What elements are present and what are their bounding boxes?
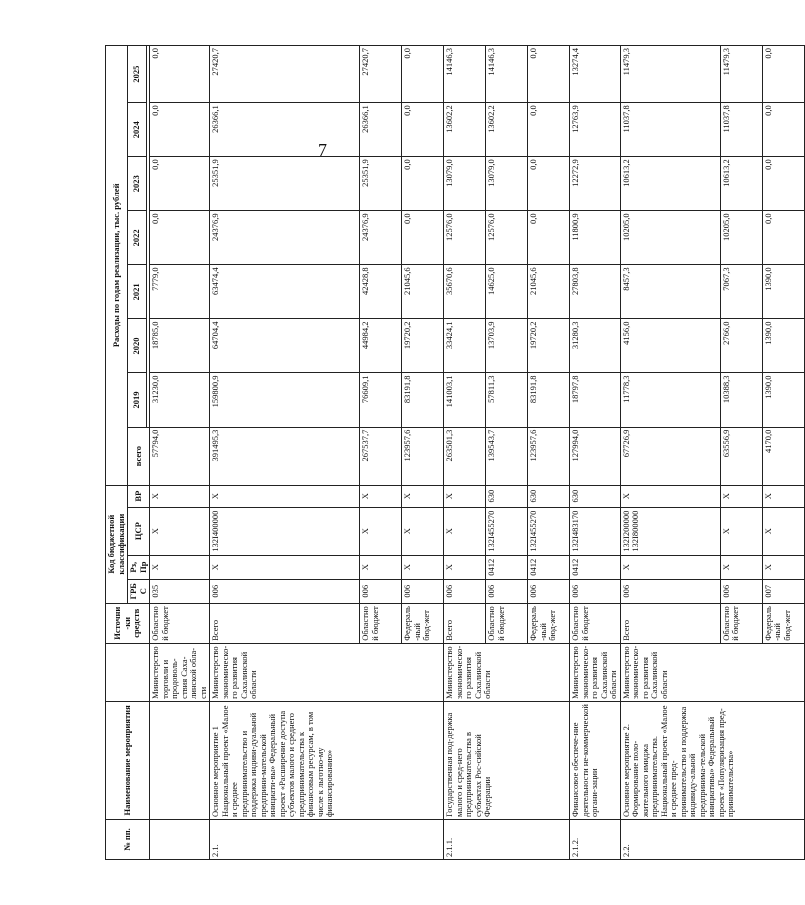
year-value-cell: 1390,0 bbox=[762, 373, 804, 427]
year-value-cell: 64704,4 bbox=[210, 319, 360, 373]
row-number-cell: 2.1.1. bbox=[444, 819, 570, 859]
year-value-cell: 63474,4 bbox=[210, 265, 360, 319]
year-value-cell: 0,0 bbox=[528, 211, 570, 265]
rotated-table-container bbox=[105, 45, 792, 860]
year-value-cell: 27803,8 bbox=[570, 265, 621, 319]
year-value-cell: 12272,9 bbox=[570, 157, 621, 211]
csr-cell: Х bbox=[150, 507, 210, 555]
year-value-cell: 0,0 bbox=[150, 157, 210, 211]
year-value-cell: 24376,9 bbox=[360, 211, 402, 265]
csr-cell: Х bbox=[360, 507, 402, 555]
year-value-cell: 11778,3 bbox=[620, 373, 720, 427]
executor-cell: Министерство торговли и продоволь-ствия Саха-линской обла-сти bbox=[150, 643, 210, 701]
measure-name-cell bbox=[150, 701, 210, 819]
total-cell: 67726,9 bbox=[620, 427, 720, 485]
year-value-cell: 13079,0 bbox=[486, 157, 528, 211]
year-value-cell: 10613,2 bbox=[620, 157, 720, 211]
measure-name-cell: Основное мероприятие 2. Формирование поло-жительного имиджа предпринимательства. Национальный проект «Малое и среднее пред-принимательство и поддержка индивиду-альной предпринима-тельской инициативы» Федеральный проект «Популяризация пред-принимательства» bbox=[620, 701, 804, 819]
grbs-cell: 007 bbox=[762, 579, 804, 603]
year-value-cell: 0,0 bbox=[762, 103, 804, 157]
year-value-cell: 11479,3 bbox=[620, 46, 720, 103]
csr-cell: Х bbox=[402, 507, 444, 555]
rzpr-cell: Х bbox=[150, 555, 210, 579]
year-value-cell: 0,0 bbox=[762, 157, 804, 211]
year-value-cell: 1390,0 bbox=[762, 319, 804, 373]
year-value-cell: 12576,0 bbox=[486, 211, 528, 265]
table-row bbox=[150, 46, 210, 860]
rzpr-cell: 0412 bbox=[486, 555, 528, 579]
year-value-cell: 13274,4 bbox=[570, 46, 621, 103]
header-year: 2025 bbox=[128, 46, 147, 103]
header-source: Источни-ки средств bbox=[106, 603, 150, 643]
year-value-cell: 0,0 bbox=[150, 103, 210, 157]
rzpr-cell: Х bbox=[402, 555, 444, 579]
header-code-grbs: ГРБС bbox=[128, 579, 150, 603]
total-cell: 139543,7 bbox=[486, 427, 528, 485]
executor-cell: Министерство экономическо-го развития Сахалинской области bbox=[570, 643, 621, 701]
year-value-cell: 12763,9 bbox=[570, 103, 621, 157]
year-value-cell: 13602,2 bbox=[486, 103, 528, 157]
year-value-cell: 26366,1 bbox=[360, 103, 402, 157]
executor-cell: Министерство экономическо-го развития Сахалинской области bbox=[620, 643, 804, 701]
source-cell: Областной бюджет bbox=[720, 603, 762, 643]
header-year: 2024 bbox=[128, 103, 147, 157]
header-no: № пп. bbox=[106, 819, 150, 859]
row-number-cell: 2.1. bbox=[210, 819, 444, 859]
year-value-cell: 83191,8 bbox=[528, 373, 570, 427]
year-value-cell: 0,0 bbox=[150, 211, 210, 265]
year-value-cell: 13079,0 bbox=[444, 157, 486, 211]
header-year: 2022 bbox=[128, 211, 147, 265]
year-value-cell: 33424,1 bbox=[444, 319, 486, 373]
year-value-cell: 21045,6 bbox=[402, 265, 444, 319]
year-value-cell: 0,0 bbox=[528, 157, 570, 211]
header-code-csr: ЦСР bbox=[128, 507, 150, 555]
year-value-cell: 31280,3 bbox=[570, 319, 621, 373]
vr-cell: Х bbox=[150, 485, 210, 507]
csr-cell: Х bbox=[762, 507, 804, 555]
grbs-cell: 006 bbox=[720, 579, 762, 603]
measure-name-cell: Государственная под-держка малого и сред-него предпринимательства в субъектах Рос-сийской Федерации bbox=[444, 701, 570, 819]
header-code-vr: ВР bbox=[128, 485, 150, 507]
total-cell: 63556,9 bbox=[720, 427, 762, 485]
table-row bbox=[620, 46, 720, 860]
total-cell: 391495,3 bbox=[210, 427, 360, 485]
total-cell: 4170,0 bbox=[762, 427, 804, 485]
year-value-cell: 14625,0 bbox=[486, 265, 528, 319]
csr-cell: Х bbox=[720, 507, 762, 555]
csr-cell: 132I400000 bbox=[210, 507, 360, 555]
grbs-cell: 006 bbox=[570, 579, 621, 603]
year-value-cell: 0,0 bbox=[402, 211, 444, 265]
grbs-cell: 006 bbox=[402, 579, 444, 603]
source-cell: Всего bbox=[444, 603, 486, 643]
year-value-cell: 1390,0 bbox=[762, 265, 804, 319]
page-number: 7 bbox=[318, 140, 327, 160]
year-value-cell: 10205,0 bbox=[720, 211, 762, 265]
header-year: 2019 bbox=[128, 373, 147, 427]
year-value-cell: 18797,8 bbox=[570, 373, 621, 427]
source-cell: Всего bbox=[210, 603, 360, 643]
header-total: всего bbox=[128, 427, 150, 485]
grbs-cell: 006 bbox=[360, 579, 402, 603]
executor-cell: Министерство экономическо-го развития Сахалинской области bbox=[210, 643, 444, 701]
rzpr-cell: Х bbox=[762, 555, 804, 579]
grbs-cell: 006 bbox=[444, 579, 486, 603]
year-value-cell: 31230,0 bbox=[150, 373, 210, 427]
year-value-cell: 11800,9 bbox=[570, 211, 621, 265]
vr-cell: 630 bbox=[570, 485, 621, 507]
year-value-cell: 0,0 bbox=[762, 211, 804, 265]
source-cell: Федераль-ный бюд-жет bbox=[402, 603, 444, 643]
year-value-cell: 0,0 bbox=[402, 157, 444, 211]
vr-cell: 630 bbox=[486, 485, 528, 507]
year-value-cell: 27420,7 bbox=[210, 46, 360, 103]
year-value-cell: 14146,3 bbox=[444, 46, 486, 103]
total-cell: 123957,6 bbox=[402, 427, 444, 485]
vr-cell: Х bbox=[762, 485, 804, 507]
header-expenses: Расходы по годам реализации, тыс. рублей bbox=[106, 46, 128, 486]
executor-cell: Министерство экономическо-го развития Сахалинской области bbox=[444, 643, 570, 701]
row-number-cell: 2.2. bbox=[620, 819, 804, 859]
year-value-cell: 25351,9 bbox=[360, 157, 402, 211]
year-value-cell: 19720,2 bbox=[402, 319, 444, 373]
vr-cell: Х bbox=[402, 485, 444, 507]
total-cell: 123957,6 bbox=[528, 427, 570, 485]
row-number-cell bbox=[150, 819, 210, 859]
year-value-cell: 57811,3 bbox=[486, 373, 528, 427]
grbs-cell: 035 bbox=[150, 579, 210, 603]
header-year: 2020 bbox=[128, 319, 147, 373]
year-value-cell: 11037,8 bbox=[620, 103, 720, 157]
year-value-cell: 25351,9 bbox=[210, 157, 360, 211]
year-value-cell: 35670,6 bbox=[444, 265, 486, 319]
year-value-cell: 0,0 bbox=[402, 46, 444, 103]
vr-cell: Х bbox=[210, 485, 360, 507]
year-value-cell: 7779,0 bbox=[150, 265, 210, 319]
budget-table bbox=[105, 45, 805, 860]
year-value-cell: 44984,2 bbox=[360, 319, 402, 373]
csr-cell: 132I455270 bbox=[486, 507, 528, 555]
year-value-cell: 24376,9 bbox=[210, 211, 360, 265]
header-name: Наименование мероприятия bbox=[106, 701, 150, 819]
rzpr-cell: Х bbox=[360, 555, 402, 579]
year-value-cell: 10613,2 bbox=[720, 157, 762, 211]
year-value-cell: 0,0 bbox=[150, 46, 210, 103]
table-row bbox=[210, 46, 360, 860]
rzpr-cell: Х bbox=[444, 555, 486, 579]
year-value-cell: 26366,1 bbox=[210, 103, 360, 157]
year-value-cell: 13703,9 bbox=[486, 319, 528, 373]
total-cell: 57794,0 bbox=[150, 427, 210, 485]
source-cell: Федераль-ный бюд-жет bbox=[528, 603, 570, 643]
year-value-cell: 13602,2 bbox=[444, 103, 486, 157]
total-cell: 267537,7 bbox=[360, 427, 402, 485]
rzpr-cell: Х bbox=[210, 555, 360, 579]
vr-cell: Х bbox=[620, 485, 720, 507]
table-row bbox=[444, 46, 486, 860]
total-cell: 263501,3 bbox=[444, 427, 486, 485]
rzpr-cell: 0412 bbox=[528, 555, 570, 579]
total-cell: 127994,0 bbox=[570, 427, 621, 485]
csr-cell: 132I455270 bbox=[528, 507, 570, 555]
year-value-cell: 141003,1 bbox=[444, 373, 486, 427]
year-value-cell: 10205,0 bbox=[620, 211, 720, 265]
year-value-cell: 10388,3 bbox=[720, 373, 762, 427]
source-cell: Всего bbox=[620, 603, 720, 643]
year-value-cell: 83191,8 bbox=[402, 373, 444, 427]
table-body bbox=[150, 46, 805, 860]
vr-cell: Х bbox=[360, 485, 402, 507]
csr-cell: 132I200000 132I800000 bbox=[620, 507, 720, 555]
year-value-cell: 27420,7 bbox=[360, 46, 402, 103]
year-value-cell: 0,0 bbox=[762, 46, 804, 103]
year-value-cell: 7067,3 bbox=[720, 265, 762, 319]
year-value-cell: 14146,3 bbox=[486, 46, 528, 103]
grbs-cell: 006 bbox=[620, 579, 720, 603]
header-code-rzpr: Рз, Пр bbox=[128, 555, 150, 579]
source-cell: Областной бюджет bbox=[360, 603, 402, 643]
vr-cell: Х bbox=[720, 485, 762, 507]
source-cell: Областной бюджет bbox=[486, 603, 528, 643]
year-value-cell: 11479,3 bbox=[720, 46, 762, 103]
row-number-cell: 2.1.2. bbox=[570, 819, 621, 859]
measure-name-cell: Финансовое обеспече-ние деятельности не-коммерческой органи-зации bbox=[570, 701, 621, 819]
csr-cell: Х bbox=[444, 507, 486, 555]
year-value-cell: 159800,9 bbox=[210, 373, 360, 427]
year-value-cell: 4156,0 bbox=[620, 319, 720, 373]
year-value-cell: 0,0 bbox=[528, 103, 570, 157]
rzpr-cell: 0412 bbox=[570, 555, 621, 579]
year-value-cell: 11037,8 bbox=[720, 103, 762, 157]
vr-cell: Х bbox=[444, 485, 486, 507]
grbs-cell: 006 bbox=[210, 579, 360, 603]
rzpr-cell: Х bbox=[620, 555, 720, 579]
vr-cell: 630 bbox=[528, 485, 570, 507]
year-value-cell: 2766,0 bbox=[720, 319, 762, 373]
year-value-cell: 12576,0 bbox=[444, 211, 486, 265]
year-value-cell: 18785,0 bbox=[150, 319, 210, 373]
table-row bbox=[570, 46, 621, 860]
year-value-cell: 42428,8 bbox=[360, 265, 402, 319]
header-year: 2021 bbox=[128, 265, 147, 319]
year-value-cell: 21045,6 bbox=[528, 265, 570, 319]
source-cell: Федераль-ный бюд-жет bbox=[762, 603, 804, 643]
year-value-cell: 76609,1 bbox=[360, 373, 402, 427]
source-cell: Областной бюджет bbox=[570, 603, 621, 643]
csr-cell: 132I483170 bbox=[570, 507, 621, 555]
measure-name-cell: Основное мероприятие 1 Национальный проект «Малое и среднее предпринимательство и поддержка индиви-дуальной предприни-мательской инициати-вы» Федеральный проект «Расширение доступа субъектов малого и среднего предпринимательства к финансовым ресурсам, в том числе к льготно-му финансированию» bbox=[210, 701, 444, 819]
header-executor bbox=[106, 643, 150, 701]
year-value-cell: 0,0 bbox=[402, 103, 444, 157]
rzpr-cell: Х bbox=[720, 555, 762, 579]
year-value-cell: 19720,2 bbox=[528, 319, 570, 373]
grbs-cell: 006 bbox=[528, 579, 570, 603]
grbs-cell: 006 bbox=[486, 579, 528, 603]
year-value-cell: 8457,3 bbox=[620, 265, 720, 319]
source-cell: Областной бюджет bbox=[150, 603, 210, 643]
header-year: 2023 bbox=[128, 157, 147, 211]
header-budget-code: Код бюджетной классификации bbox=[106, 485, 128, 603]
year-value-cell: 0,0 bbox=[528, 46, 570, 103]
